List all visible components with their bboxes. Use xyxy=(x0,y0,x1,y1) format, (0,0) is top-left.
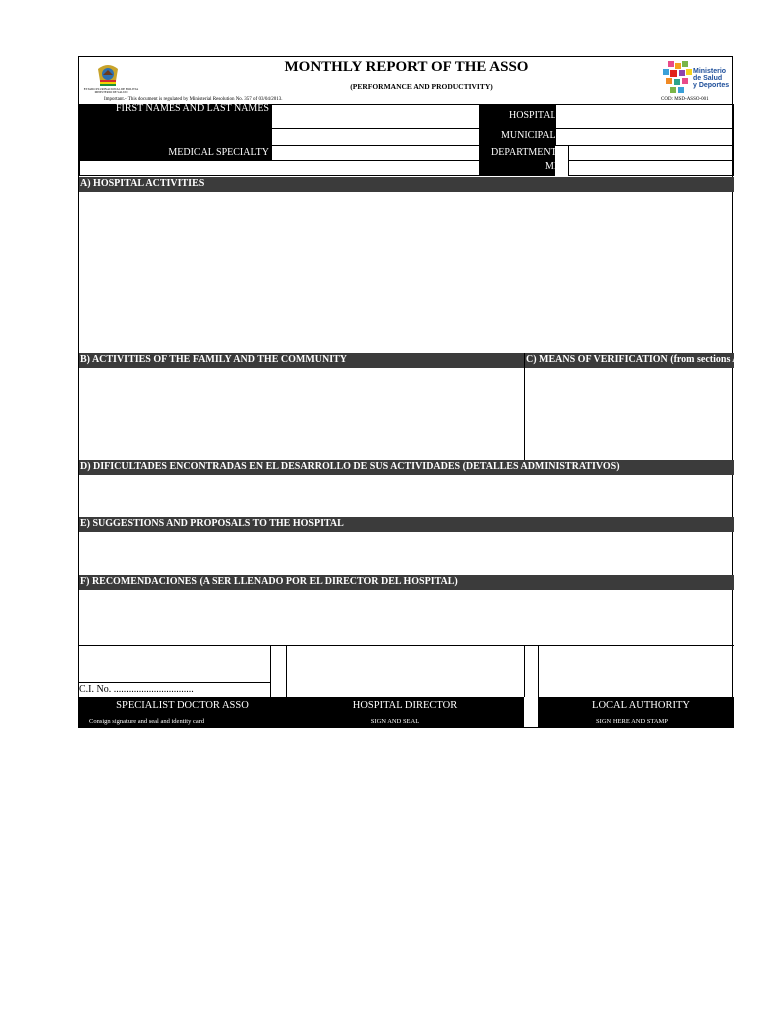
specialty-label: MEDICAL SPECIALTY xyxy=(168,147,269,158)
doctor-signature-block xyxy=(79,646,271,728)
section-a-header: A) HOSPITAL ACTIVITIES xyxy=(79,177,734,192)
blank-row xyxy=(79,160,480,176)
municipality-field[interactable] xyxy=(555,128,734,146)
names-label: FIRST NAMES AND LAST NAMES xyxy=(116,103,269,114)
section-b-area[interactable] xyxy=(79,368,524,460)
authority-title-cell xyxy=(538,697,734,728)
page-title: MONTHLY REPORT OF THE ASSO xyxy=(284,59,529,75)
logo-line-1: Ministerio xyxy=(693,68,727,75)
section-f-area[interactable] xyxy=(79,590,734,645)
director-right-border xyxy=(524,646,525,697)
section-e-header: E) SUGGESTIONS AND PROPOSALS TO THE HOSPITAL xyxy=(79,517,734,532)
authority-subtitle: SIGN HERE AND STAMP xyxy=(596,718,668,725)
doctor-subtitle: Consign signature and seal and identity card xyxy=(89,718,205,725)
authority-signature-field[interactable] xyxy=(539,646,734,697)
director-title-cell xyxy=(286,697,524,728)
location-label-cell xyxy=(480,104,573,176)
section-f-header: F) RECOMENDACIONES (A SER LLENADO POR EL DIRECTOR DEL HOSPITAL) xyxy=(79,575,734,590)
month-field[interactable] xyxy=(568,160,734,176)
ministry-logo xyxy=(660,59,732,95)
monthly-report-form xyxy=(78,56,770,728)
ministry-mosaic-icon xyxy=(660,61,696,95)
hospital-label: HOSPITAL xyxy=(509,110,557,121)
specialty-field[interactable] xyxy=(271,145,480,161)
section-d-area[interactable] xyxy=(79,475,734,517)
hospital-field[interactable] xyxy=(555,104,734,129)
section-e-area[interactable] xyxy=(79,532,734,575)
director-signature-field[interactable] xyxy=(287,646,524,697)
doctor-title: SPECIALIST DOCTOR ASSO xyxy=(116,700,249,711)
month-label: MES xyxy=(545,161,566,172)
names-label-cell xyxy=(79,104,271,161)
section-c-area[interactable] xyxy=(525,368,734,460)
authority-title: LOCAL AUTHORITY xyxy=(592,700,690,711)
department-field[interactable] xyxy=(568,145,734,161)
department-label: DEPARTMENT xyxy=(491,147,557,158)
logo-line-2: de Salud xyxy=(693,75,723,82)
page-subtitle: (PERFORMANCE AND PRODUCTIVITY) xyxy=(350,82,493,91)
names-field[interactable] xyxy=(271,104,480,129)
left-logo-text: ESTADO PLURINACIONAL DE BOLIVIA MINISTERIO DE SALUD xyxy=(83,87,139,94)
logo-line-3: y Deportes xyxy=(693,82,730,89)
section-b-header: B) ACTIVITIES OF THE FAMILY AND THE COMMUNITY xyxy=(79,353,524,368)
director-title: HOSPITAL DIRECTOR xyxy=(352,700,458,711)
section-d-header: D) DIFICULTADES ENCONTRADAS EN EL DESARROLLO DE SUS ACTIVIDADES (DETALLES ADMINISTRATIVOS) xyxy=(79,460,734,475)
regulation-note: Important.- This document is regulated by Ministerial Resolution No. 357 of 03/04/2013. xyxy=(104,97,283,102)
section-c-header: C) MEANS OF VERIFICATION (from sections A and B) xyxy=(525,353,734,368)
section-a-area[interactable] xyxy=(79,192,734,353)
ci-number: C.I. No. ................................ xyxy=(79,683,271,697)
doctor-signature-field[interactable] xyxy=(79,646,271,682)
municipality-label: MUNICIPALITY xyxy=(501,130,573,141)
names-field-2[interactable] xyxy=(271,128,480,146)
document-code: COD: MSD-ASSO-001 xyxy=(661,97,709,102)
ministry-logo-text xyxy=(693,68,733,89)
doctor-title-cell xyxy=(79,697,286,728)
director-subtitle: SIGN AND SEAL xyxy=(370,718,420,725)
